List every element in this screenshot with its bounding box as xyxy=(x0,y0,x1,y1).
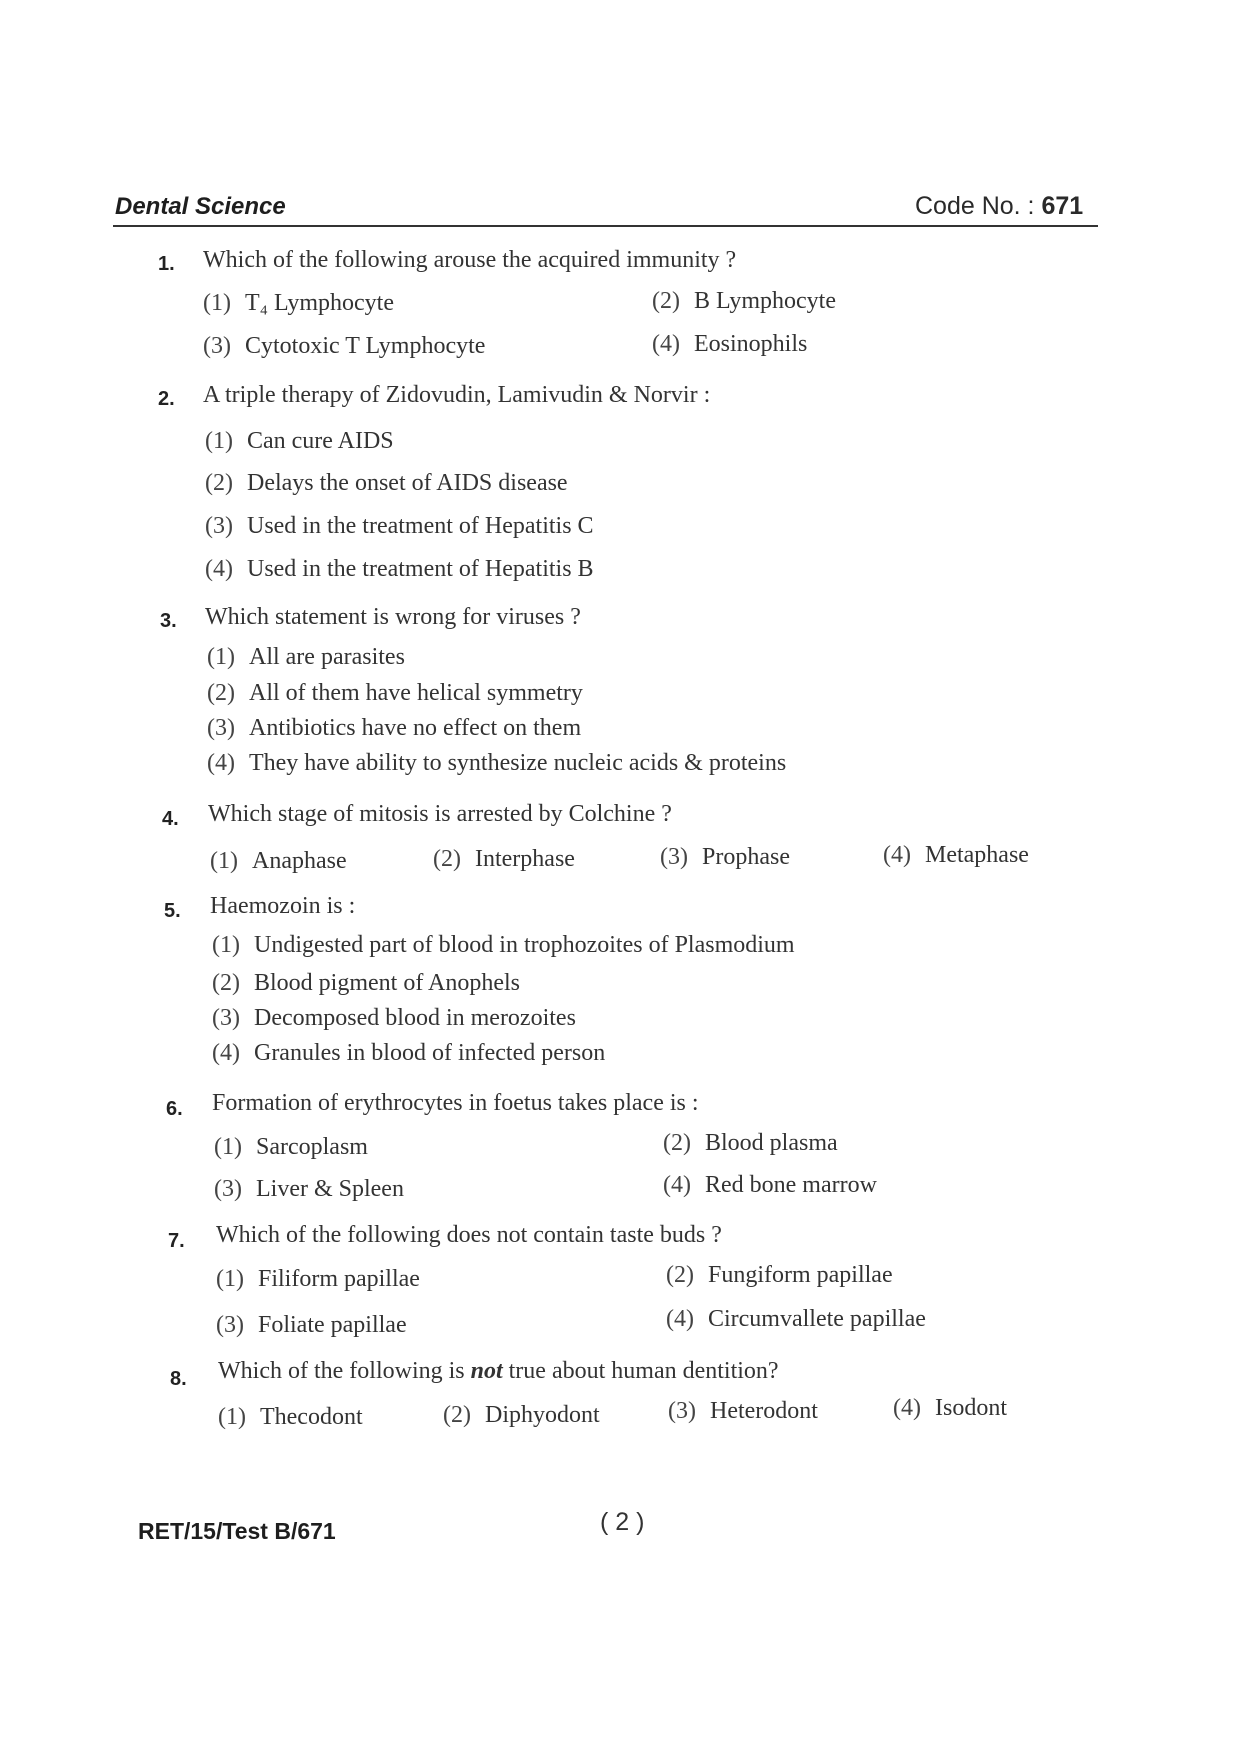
option-number: (1) xyxy=(203,290,231,316)
option xyxy=(207,680,583,707)
option xyxy=(883,842,1029,869)
question-text xyxy=(218,1358,779,1385)
option-text: Granules in blood of infected person xyxy=(253,1040,606,1066)
option xyxy=(207,644,405,671)
option-text: Blood pigment of Anophels xyxy=(253,970,520,996)
option-number: (4) xyxy=(652,331,680,357)
option xyxy=(212,1005,576,1032)
option xyxy=(205,470,568,497)
option xyxy=(218,1404,363,1431)
option xyxy=(893,1395,1007,1422)
question-number: 6. xyxy=(166,1098,183,1120)
option-text: They have ability to synthesize nucleic acids & proteins xyxy=(248,750,787,776)
option-number: (2) xyxy=(652,288,680,314)
option xyxy=(663,1130,838,1157)
option-number: (2) xyxy=(666,1262,694,1288)
option-text: Eosinophils xyxy=(693,331,808,357)
option xyxy=(666,1262,893,1289)
test-code: RET/15/Test B/671 xyxy=(138,1518,336,1544)
option-text: Blood plasma xyxy=(704,1130,838,1156)
code-value: 671 xyxy=(1041,192,1084,220)
option xyxy=(668,1398,818,1425)
question-number: 7. xyxy=(168,1230,185,1252)
option-text: Filiform papillae xyxy=(257,1266,420,1292)
option-text: Liver & Spleen xyxy=(255,1176,404,1202)
question-text: A triple therapy of Zidovudin, Lamivudin & Norvir : xyxy=(203,382,711,408)
option-text: Delays the onset of AIDS disease xyxy=(246,470,568,496)
question-number: 5. xyxy=(164,900,181,922)
option-number: (2) xyxy=(443,1402,471,1428)
option-text: Metaphase xyxy=(924,842,1029,868)
option-number: (2) xyxy=(207,680,235,706)
option-number: (1) xyxy=(212,932,240,958)
option-number: (4) xyxy=(883,842,911,868)
option-number: (4) xyxy=(205,556,233,582)
page-number: ( 2 ) xyxy=(600,1508,645,1536)
code-label: Code No. : xyxy=(915,192,1042,220)
option-text: Anaphase xyxy=(251,848,347,874)
option-number: (2) xyxy=(663,1130,691,1156)
question-number: 8. xyxy=(170,1368,187,1390)
option-text: Used in the treatment of Hepatitis C xyxy=(246,513,594,539)
option-text: Used in the treatment of Hepatitis B xyxy=(246,556,594,582)
code-number xyxy=(915,192,1083,221)
option xyxy=(205,556,594,583)
option-text: Heterodont xyxy=(709,1398,818,1424)
option xyxy=(216,1266,420,1293)
option-number: (3) xyxy=(214,1176,242,1202)
option-number: (3) xyxy=(660,844,688,870)
option xyxy=(212,932,795,959)
option xyxy=(663,1172,877,1199)
option-number: (1) xyxy=(218,1404,246,1430)
option xyxy=(214,1176,404,1203)
option-number: (2) xyxy=(433,846,461,872)
option-text: B Lymphocyte xyxy=(693,288,836,314)
question-number: 2. xyxy=(158,388,175,410)
option xyxy=(207,715,581,742)
option-number: (1) xyxy=(210,848,238,874)
option-text: Diphyodont xyxy=(484,1402,600,1428)
option xyxy=(652,288,836,315)
option xyxy=(212,1040,605,1067)
question-text-part: true about human dentition? xyxy=(502,1358,779,1384)
option-text: Circumvallete papillae xyxy=(707,1306,926,1332)
option-text: Foliate papillae xyxy=(257,1312,407,1338)
option-text: Cytotoxic T Lymphocyte xyxy=(244,333,486,359)
question-text: Which statement is wrong for viruses ? xyxy=(205,604,581,630)
question-text: Which of the following arouse the acquired immunity ? xyxy=(203,247,737,273)
question-number: 3. xyxy=(160,610,177,632)
option-number: (1) xyxy=(207,644,235,670)
option-text: Decomposed blood in merozoites xyxy=(253,1005,576,1031)
option-number: (3) xyxy=(207,715,235,741)
option xyxy=(660,844,790,871)
option xyxy=(666,1306,926,1333)
option xyxy=(205,428,394,455)
option-text: Antibiotics have no effect on them xyxy=(248,715,582,741)
option xyxy=(214,1134,368,1161)
question-text: Haemozoin is : xyxy=(210,893,356,919)
option-text: Prophase xyxy=(701,844,790,870)
option xyxy=(216,1312,407,1339)
option-number: (3) xyxy=(668,1398,696,1424)
option-number: (4) xyxy=(893,1395,921,1421)
option-text: Red bone marrow xyxy=(704,1172,877,1198)
option-number: (4) xyxy=(212,1040,240,1066)
option-number: (2) xyxy=(212,970,240,996)
option xyxy=(203,290,394,317)
question-text: Formation of erythrocytes in foetus takes place is : xyxy=(212,1090,699,1116)
option-text: All of them have helical symmetry xyxy=(248,680,583,706)
option-number: (2) xyxy=(205,470,233,496)
option-number: (3) xyxy=(216,1312,244,1338)
option xyxy=(443,1402,600,1429)
header-rule xyxy=(113,225,1098,227)
option xyxy=(203,333,485,360)
option-number: (4) xyxy=(666,1306,694,1332)
option-number: (3) xyxy=(203,333,231,359)
option-number: (1) xyxy=(216,1266,244,1292)
option-text: Isodont xyxy=(934,1395,1007,1421)
option-number: (1) xyxy=(214,1134,242,1160)
option xyxy=(212,970,520,997)
option-number: (4) xyxy=(207,750,235,776)
question-emphasis: not xyxy=(470,1358,503,1384)
question-text: Which stage of mitosis is arrested by Colchine ? xyxy=(208,801,672,827)
option xyxy=(205,513,594,540)
option xyxy=(207,750,786,777)
option-text: All are parasites xyxy=(248,644,405,670)
option xyxy=(433,846,575,873)
option-number: (3) xyxy=(205,513,233,539)
option-number: (3) xyxy=(212,1005,240,1031)
question-text: Which of the following does not contain taste buds ? xyxy=(216,1222,722,1248)
option-text: Can cure AIDS xyxy=(246,428,394,454)
subject-title: Dental Science xyxy=(115,193,286,220)
question-number: 1. xyxy=(158,253,175,275)
option xyxy=(210,848,347,875)
option-text: Sarcoplasm xyxy=(255,1134,368,1160)
option-text: Thecodont xyxy=(259,1404,363,1430)
option-text: T₄ Lymphocyte xyxy=(244,290,394,316)
question-text-part: Which of the following is xyxy=(218,1358,471,1384)
question-number: 4. xyxy=(162,808,179,830)
option-text: Interphase xyxy=(474,846,575,872)
option-text: Undigested part of blood in trophozoites of Plasmodium xyxy=(253,932,795,958)
option-text: Fungiform papillae xyxy=(707,1262,893,1288)
option-number: (1) xyxy=(205,428,233,454)
option xyxy=(652,331,807,358)
option-number: (4) xyxy=(663,1172,691,1198)
